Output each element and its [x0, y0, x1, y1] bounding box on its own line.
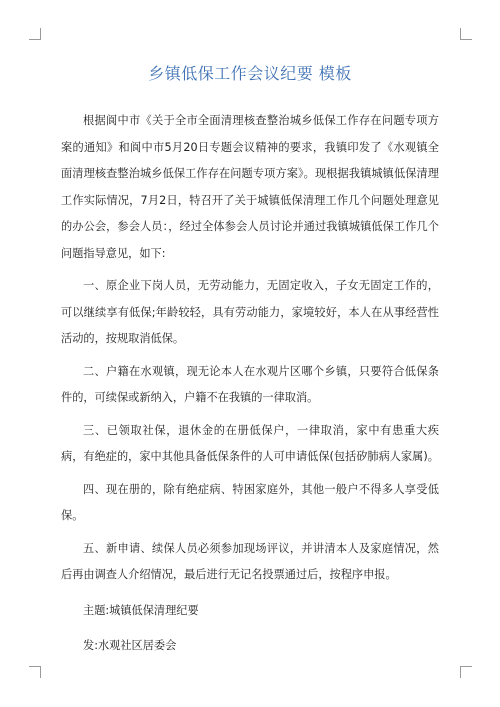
crop-mark-top-right	[460, 28, 472, 40]
paragraph-item-5: 五、新申请、续保人员必须参加现场评议，并讲清本人及家庭情况，然后再由调查人介绍情况，最后进行无记名投票通过后，按程序申报。	[61, 541, 439, 581]
document-body	[61, 108, 439, 666]
issued-by-line: 发:水观社区居委会	[83, 639, 177, 652]
crop-mark-top-left	[29, 28, 41, 40]
crop-mark-bottom-left	[29, 666, 41, 678]
paragraph-item-2: 二、户籍在水观镇，现无论本人在水观片区哪个乡镇，只要符合低保条件的，可续保或新纳入，户籍不在我镇的一律取消。	[61, 364, 439, 404]
paragraph-item-4: 四、现在册的，除有绝症病、特困家庭外，其他一般户不得多人享受低保。	[61, 482, 439, 522]
subject-line: 主题:城镇低保清理纪要	[83, 603, 199, 617]
paragraph-item-1: 一、原企业下岗人员，无劳动能力，无固定收入，子女无固定工作的，可以继续享有低保;年龄较轻，具有劳动能力，家境较好，本人在从事经营性活动的，按规取消低保。	[61, 279, 439, 345]
paragraph-intro: 根据阆中市《关于全市全面清理核查整治城乡低保工作存在问题专项方案的通知》和阆中市5月20日专题会议精神的要求，我镇印发了《水观镇全面清理核查整治城乡低保工作存在问题专项方案》。现根据我镇城镇低保清理工作实际情况，7月2日，特召开了关于城镇低保清理工作几个问题处理意见的办公会，参会人员：，经过全体参会人员讨论并通过我镇城镇低保工作几个问题指导意见，如下:	[61, 114, 439, 260]
document-title: 乡镇低保工作会议纪要 模板	[148, 64, 352, 83]
crop-mark-bottom-right	[460, 666, 472, 678]
paragraph-item-3: 三、已领取社保，退休金的在册低保户，一律取消，家中有患重大疾病，有绝症的，家中其他具备低保条件的人可申请低保(包括矽肺病人家属)。	[61, 423, 439, 463]
